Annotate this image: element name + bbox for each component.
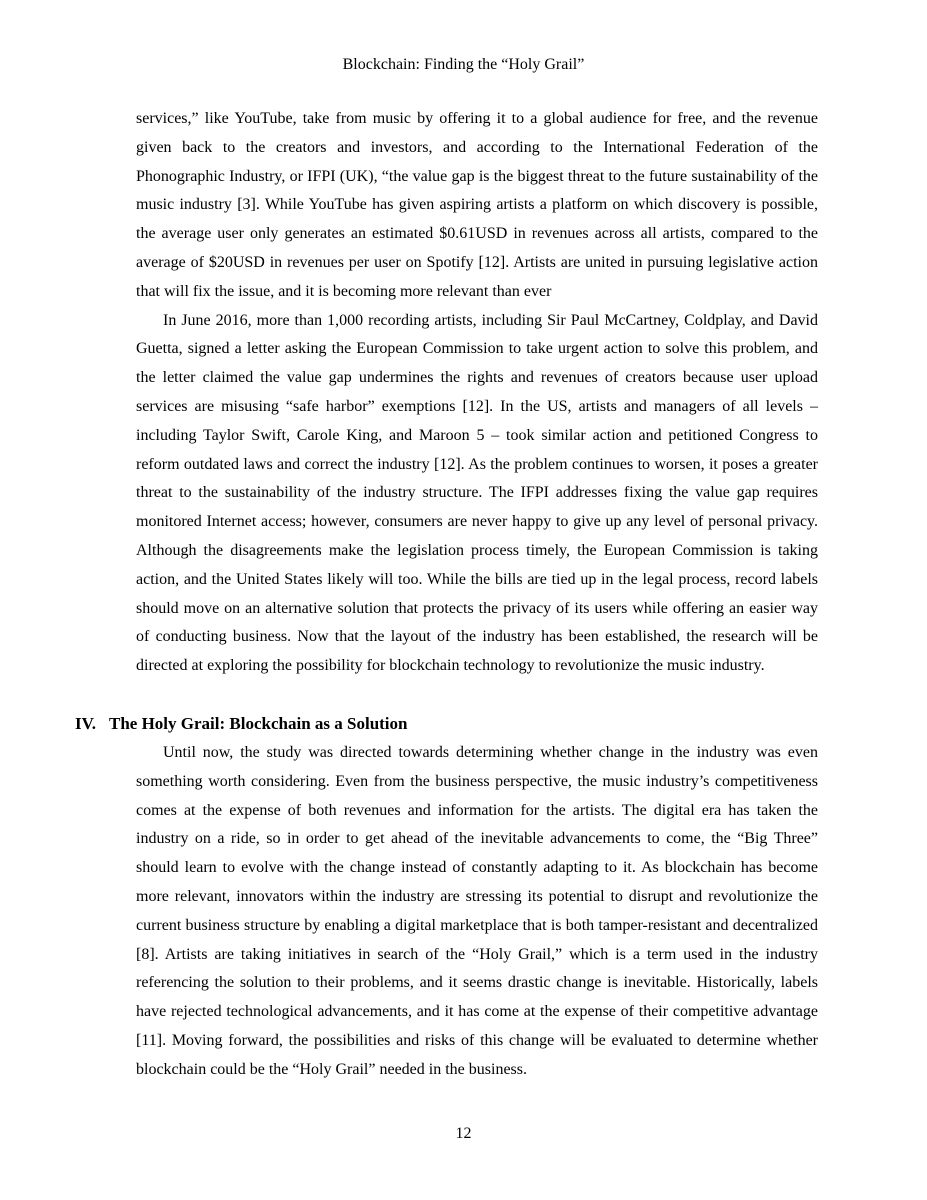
section-title: The Holy Grail: Blockchain as a Solution <box>109 714 408 733</box>
section-number: IV. <box>75 714 96 733</box>
paragraph-holy-grail-intro: Until now, the study was directed towards determining whether change in the industry was even something worth considering. Even from the business perspective, the music industry’s competitiveness comes at the expense of both revenues and information for the artists. The digital era has taken the industry on a ride, so in order to get ahead of the inevitable advancements to come, the “Big Three” should learn to evolve with the change instead of constantly adapting to it. As blockchain has become more relevant, innovators within the industry are stressing its potential to disrupt and revolutionize the current business structure by enabling a digital marketplace that is both tamper-resistant and decentralized [8]. Artists are taking initiatives in search of the “Holy Grail,” which is a term used in the industry referencing the solution to their problems, and it seems drastic change is inevitable. Historically, labels have rejected technological advancements, and it has come at the expense of their competitive advantage [11]. Moving forward, the possibilities and risks of this change will be evaluated to determine whether blockchain could be the “Holy Grail” needed in the business. <box>136 744 818 1078</box>
paragraph-june-2016-letter: In June 2016, more than 1,000 recording artists, including Sir Paul McCartney, Coldplay, and David Guetta, signed a letter asking the European Commission to take urgent action to solve this problem, and the letter claimed the value gap undermines the rights and revenues of creators because user upload services are misusing “safe harbor” exemptions [12]. In the US, artists and managers of all levels – including Taylor Swift, Carole King, and Maroon 5 – took similar action and petitioned Congress to reform outdated laws and correct the industry [12]. As the problem continues to worsen, it poses a greater threat to the sustainability of the industry structure. The IFPI addresses fixing the value gap requires monitored Internet access; however, consumers are never happy to give up any level of personal privacy. Although the disagreements make the legislation process timely, the European Commission is taking action, and the United States likely will too. While the bills are tied up in the legal process, record labels should move on an alternative solution that protects the privacy of its users while offering an easier way of conducting business. Now that the layout of the industry has been established, the research will be directed at exploring the possibility for blockchain technology to revolutionize the music industry. <box>136 311 818 675</box>
page-number: 12 <box>455 1125 472 1142</box>
body-text-section-iv <box>136 739 818 1085</box>
section-heading <box>75 712 408 736</box>
paragraph-continued: services,” like YouTube, take from music by offering it to a global audience for free, and the revenue given back to the creators and investors, and according to the International Federation of the Phonographic Industry, or IFPI (UK), “the value gap is the biggest threat to the future sustainability of the music industry [3]. While YouTube has given aspiring artists a platform on which discovery is possible, the average user only generates an estimated $0.61USD in revenues across all artists, compared to the average of $20USD in revenues per user on Spotify [12]. Artists are united in pursuing legislative action that will fix the issue, and it is becoming more relevant than ever <box>136 110 818 300</box>
body-text-before-section <box>136 105 818 681</box>
running-header: Blockchain: Finding the “Holy Grail” <box>342 56 585 73</box>
